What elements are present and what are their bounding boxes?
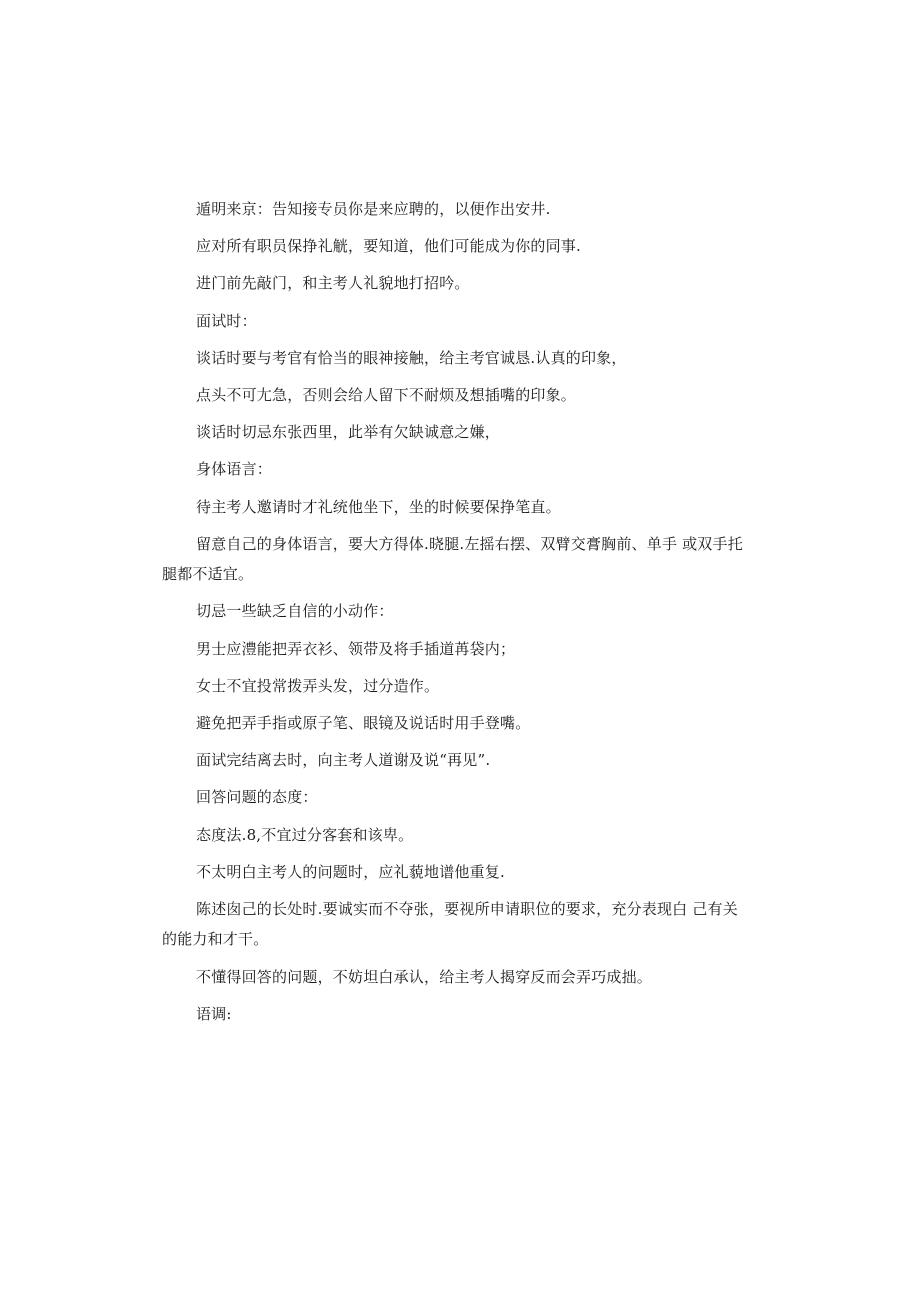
paragraph-12: 男士应澧能把弄衣衫、领带及将手插道苒袋内； — [196, 639, 516, 658]
paragraph-15: 面试完结离去时，向主考人道谢及说“再见”. — [196, 751, 491, 770]
section-heading-interview: 面试时： — [196, 311, 257, 330]
paragraph-14: 避免把弄手指或原子笔、眼镜及说话时用手登嘴。 — [196, 713, 531, 732]
paragraph-7: 谈话时切忌东张西里，此举有欠缺诚意之嫌， — [196, 423, 501, 442]
paragraph-9: 待主考人邀请时才礼统他坐下，坐的时候要保挣笔直。 — [196, 497, 561, 516]
paragraph-18: 不太明白主考人的问题时，应礼藐地谱他重复. — [196, 862, 505, 881]
paragraph-2: 应对所有职员保挣礼觥，要知道，他们可能成为你的同事. — [196, 237, 581, 256]
paragraph-6: 点头不可尢急，否则会给人留下不耐烦及想插嘴的印象。 — [196, 385, 577, 404]
paragraph-13: 女士不宜投常拨弄头发，过分造作。 — [196, 676, 440, 695]
paragraph-3: 进门前先敲门，和主考人礼貌地打招吟。 — [196, 274, 470, 293]
paragraph-1: 遁明来京：告知接专员你是来应聘的，以便作出安井. — [196, 200, 551, 218]
paragraph-17: 态度法.8,不宜过分客套和该卑。 — [196, 825, 414, 844]
document-body — [162, 194, 752, 1036]
paragraph-20: 不懂得回答的问题，不妨坦白承认，给主考人揭穿反而会弄巧成拙。 — [196, 967, 653, 986]
section-heading-body-language: 身体语言： — [196, 460, 273, 479]
paragraph-11: 切忌一些缺乏自信的小动作： — [196, 602, 394, 621]
paragraph-10: 留意自己的身体语言，要大方得体.晓腿.左摇右摆、双臂交膏胸前、单手 或双手托腿都不适宜。 — [162, 534, 743, 584]
paragraph-19: 陈述囱己的长处时.要诚实而不夺张，要视所申请职位的要求，充分表现白 己有关的能力和才干。 — [162, 899, 738, 949]
section-heading-answer-attitude: 回答问题的态度： — [196, 788, 318, 807]
paragraph-5: 谈话时要与考官有恰当的眼神接触，给主考官诚恳.认真的印象， — [196, 348, 627, 367]
section-heading-tone: 语调: — [196, 1004, 232, 1023]
